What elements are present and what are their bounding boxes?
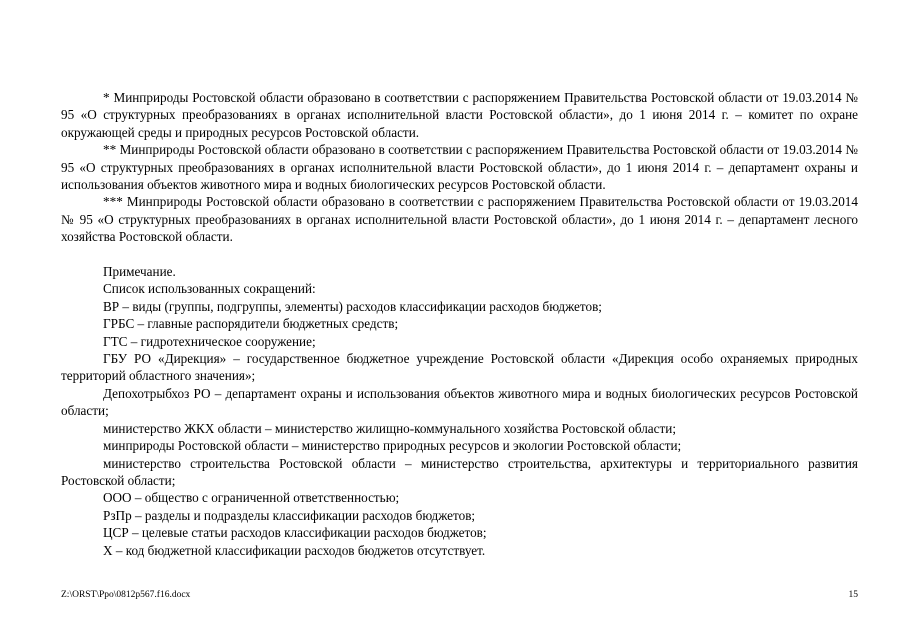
abbreviation-item: РзПр – разделы и подразделы классификации расходов бюджетов; (103, 507, 476, 523)
abbreviation-item: ВР – виды (группы, подгруппы, элементы) расходов классификации расходов бюджетов; (103, 298, 602, 314)
abbreviation-item: ЦСР – целевые статьи расходов классификации расходов бюджетов; (103, 525, 487, 541)
note-heading: Примечание. (103, 264, 176, 280)
footnote-3: *** Минприроды Ростовской области образовано в соответствии с распоряжением Правительства Ростовской области от 19.03.2014 № 95 «О структурных преобразованиях в органах исполнительной власти Ростовской области», до 1 июня 2014 г. – департамент лесного хозяйства Ростовской области. (61, 194, 858, 245)
abbreviations-title: Список использованных сокращений: (103, 281, 316, 297)
abbreviation-item: Депохотрыбхоз РО – департамент охраны и использования объектов животного мира и водных биологических ресурсов Ростовской области; (61, 385, 858, 419)
page-number: 15 (848, 590, 858, 600)
footnote-1: * Минприроды Ростовской области образовано в соответствии с распоряжением Правительства Ростовской области от 19.03.2014 № 95 «О структурных преобразованиях в органах исполнительной власти Ростовской области», до 1 июня 2014 г. – комитет по охране окружающей среды и природных ресурсов Ростовской области. (61, 90, 858, 140)
page-content (61, 89, 858, 559)
abbreviation-item: ГТС – гидротехническое сооружение; (103, 333, 316, 349)
abbreviation-item: Х – код бюджетной классификации расходов бюджетов отсутствует. (103, 542, 486, 558)
abbreviation-item: министерство ЖКХ области – министерство жилищно-коммунального хозяйства Ростовской области; (103, 420, 676, 436)
footnote-2: ** Минприроды Ростовской области образовано в соответствии с распоряжением Правительства Ростовской области от 19.03.2014 № 95 «О структурных преобразованиях в органах исполнительной власти Ростовской области», до 1 июня 2014 г. – департамент охраны и использования объектов животного мира и водных биологических ресурсов Ростовской области. (61, 142, 858, 193)
abbreviation-item: ООО – общество с ограниченной ответственностью; (103, 490, 400, 506)
abbreviation-item: ГБУ РО «Дирекция» – государственное бюджетное учреждение Ростовской области «Дирекция особо охраняемых природных территорий областного значения»; (61, 351, 858, 384)
abbreviation-item: минприроды Ростовской области – министерство природных ресурсов и экологии Ростовской области; (103, 438, 682, 454)
file-path: Z:\ORST\Ppo\0812p567.f16.docx (61, 590, 191, 600)
abbreviation-item: министерство строительства Ростовской области – министерство строительства, архитектуры и территориального развития Ростовской области; (61, 455, 858, 488)
abbreviation-item: ГРБС – главные распорядители бюджетных средств; (103, 316, 399, 332)
note-section (61, 263, 858, 559)
